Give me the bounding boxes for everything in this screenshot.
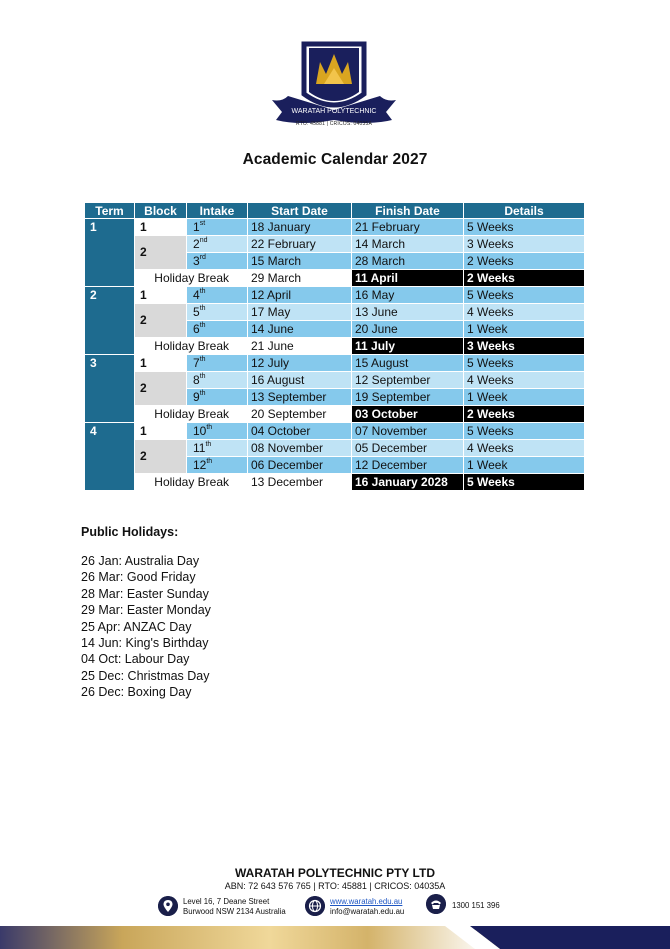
holiday-finish-date: 03 October: [352, 406, 464, 423]
intake-number: 12: [193, 457, 207, 472]
intake-number: 2: [193, 236, 200, 251]
finish-date-cell: 28 March: [352, 253, 464, 270]
start-date-cell: 18 January: [248, 219, 352, 236]
waratah-logo: [268, 40, 400, 132]
intake-ordinal-suffix: nd: [199, 236, 208, 244]
start-date-cell: 22 February: [248, 236, 352, 253]
holiday-start-date: 29 March: [248, 270, 352, 287]
table-row: [85, 236, 585, 253]
start-date-cell: 04 October: [248, 423, 352, 440]
holiday-details: 3 Weeks: [464, 338, 585, 355]
intake-number: 5: [193, 304, 200, 319]
details-cell: 3 Weeks: [464, 236, 585, 253]
intake-number: 7: [193, 355, 200, 370]
start-date-cell: 12 July: [248, 355, 352, 372]
block-cell: 2: [135, 304, 187, 338]
public-holidays-title: Public Holidays:: [81, 525, 179, 539]
start-date-cell: 17 May: [248, 304, 352, 321]
finish-date-cell: 12 December: [352, 457, 464, 474]
intake-cell: [187, 440, 248, 457]
intake-cell: [187, 389, 248, 406]
footer-address: [183, 897, 286, 917]
table-row: [85, 372, 585, 389]
table-header-row: [85, 203, 585, 219]
intake-ordinal-suffix: th: [199, 355, 206, 363]
footer-registration: ABN: 72 643 576 765 | RTO: 45881 | CRICOS: 04035A: [224, 881, 446, 891]
holiday-finish-date: 16 January 2028: [352, 474, 464, 491]
table-row: [85, 219, 585, 236]
finish-date-cell: 13 June: [352, 304, 464, 321]
intake-number: 3: [193, 253, 200, 268]
intake-cell: [187, 372, 248, 389]
footer-email-link[interactable]: info@waratah.edu.au: [330, 907, 405, 916]
table-row: [85, 287, 585, 304]
holiday-details: 5 Weeks: [464, 474, 585, 491]
intake-number: 11: [193, 440, 206, 455]
academic-calendar-table: [84, 203, 585, 491]
block-cell: 2: [135, 372, 187, 406]
intake-cell: [187, 355, 248, 372]
intake-ordinal-suffix: th: [206, 457, 213, 465]
intake-cell: [187, 423, 248, 440]
block-cell: 1: [135, 219, 187, 236]
intake-cell: [187, 287, 248, 304]
details-cell: 1 Week: [464, 321, 585, 338]
holiday-break-label: Holiday Break: [135, 474, 248, 491]
details-cell: 1 Week: [464, 457, 585, 474]
finish-date-cell: 12 September: [352, 372, 464, 389]
block-cell: 2: [135, 236, 187, 270]
holiday-start-date: 20 September: [248, 406, 352, 423]
header-intake: Intake: [187, 203, 248, 219]
block-cell: 1: [135, 355, 187, 372]
holiday-item: 26 Dec: Boxing Day: [81, 685, 192, 700]
holiday-break-row: [85, 270, 585, 287]
finish-date-cell: 05 December: [352, 440, 464, 457]
footer-decorative-bar: [0, 926, 670, 949]
intake-number: 6: [193, 321, 200, 336]
holiday-finish-date: 11 April: [352, 270, 464, 287]
start-date-cell: 08 November: [248, 440, 352, 457]
intake-number: 9: [193, 389, 200, 404]
block-cell: 2: [135, 440, 187, 474]
finish-date-cell: 07 November: [352, 423, 464, 440]
intake-cell: [187, 457, 248, 474]
intake-number: 10: [193, 423, 207, 438]
details-cell: 5 Weeks: [464, 423, 585, 440]
header-term: Term: [85, 203, 135, 219]
block-cell: 1: [135, 287, 187, 304]
footer-website-link[interactable]: www.waratah.edu.au: [330, 897, 403, 906]
finish-date-cell: 16 May: [352, 287, 464, 304]
term-cell: 2: [85, 287, 135, 355]
intake-cell: [187, 321, 248, 338]
public-holidays-list: [81, 553, 211, 701]
holiday-details: 2 Weeks: [464, 406, 585, 423]
holiday-break-label: Holiday Break: [135, 270, 248, 287]
intake-ordinal-suffix: th: [199, 389, 206, 397]
holiday-item: 14 Jun: King's Birthday: [81, 636, 209, 651]
holiday-item: 04 Oct: Labour Day: [81, 652, 190, 667]
footer-web: [330, 897, 404, 917]
holiday-break-row: [85, 474, 585, 491]
intake-ordinal-suffix: th: [199, 304, 206, 312]
details-cell: 2 Weeks: [464, 253, 585, 270]
table-row: [85, 355, 585, 372]
holiday-details: 2 Weeks: [464, 270, 585, 287]
finish-date-cell: 14 March: [352, 236, 464, 253]
intake-cell: [187, 236, 248, 253]
term-cell: 3: [85, 355, 135, 423]
intake-cell: [187, 219, 248, 236]
intake-ordinal-suffix: rd: [199, 253, 206, 261]
logo-banner-text: WARATAH POLYTECHNIC: [291, 108, 377, 115]
holiday-start-date: 21 June: [248, 338, 352, 355]
footer-address-line1: Level 16, 7 Deane Street: [183, 897, 270, 906]
intake-number: 4: [193, 287, 200, 302]
footer-address-line2: Burwood NSW 2134 Australia: [183, 907, 286, 916]
details-cell: 1 Week: [464, 389, 585, 406]
details-cell: 5 Weeks: [464, 219, 585, 236]
footer-company-name: WARATAH POLYTECHNIC PTY LTD: [234, 866, 435, 880]
header-start-date: Start Date: [248, 203, 352, 219]
finish-date-cell: 21 February: [352, 219, 464, 236]
details-cell: 4 Weeks: [464, 440, 585, 457]
intake-cell: [187, 304, 248, 321]
logo-rto-text: RTO: 45881 | CRICOS: 04035A: [296, 121, 372, 127]
holiday-item: 26 Jan: Australia Day: [81, 554, 200, 568]
globe-icon: [305, 896, 325, 916]
finish-date-cell: 15 August: [352, 355, 464, 372]
holiday-start-date: 13 December: [248, 474, 352, 491]
header-block: Block: [135, 203, 187, 219]
calendar-body: [85, 219, 585, 491]
start-date-cell: 14 June: [248, 321, 352, 338]
phone-icon: [426, 894, 446, 914]
intake-ordinal-suffix: th: [199, 372, 206, 380]
term-cell: 1: [85, 219, 135, 287]
holiday-break-row: [85, 338, 585, 355]
location-icon: [158, 896, 178, 916]
intake-number: 8: [193, 372, 200, 387]
holiday-item: 25 Apr: ANZAC Day: [81, 619, 192, 634]
table-row: [85, 423, 585, 440]
header-details: Details: [464, 203, 585, 219]
details-cell: 5 Weeks: [464, 287, 585, 304]
intake-ordinal-suffix: th: [199, 287, 206, 295]
intake-ordinal-suffix: st: [199, 219, 206, 227]
page-title: Academic Calendar 2027: [242, 151, 428, 168]
holiday-break-label: Holiday Break: [135, 338, 248, 355]
intake-ordinal-suffix: th: [206, 423, 213, 431]
term-cell: 4: [85, 423, 135, 491]
start-date-cell: 13 September: [248, 389, 352, 406]
block-cell: 1: [135, 423, 187, 440]
footer-phone: 1300 151 396: [452, 901, 500, 910]
holiday-item: 28 Mar: Easter Sunday: [81, 586, 209, 601]
finish-date-cell: 20 June: [352, 321, 464, 338]
table-row: [85, 304, 585, 321]
holiday-break-row: [85, 406, 585, 423]
header-finish-date: Finish Date: [352, 203, 464, 219]
details-cell: 5 Weeks: [464, 355, 585, 372]
start-date-cell: 12 April: [248, 287, 352, 304]
start-date-cell: 06 December: [248, 457, 352, 474]
holiday-item: 26 Mar: Good Friday: [81, 570, 196, 585]
finish-date-cell: 19 September: [352, 389, 464, 406]
holiday-item: 29 Mar: Easter Monday: [81, 603, 211, 618]
table-row: [85, 440, 585, 457]
intake-ordinal-suffix: th: [205, 440, 212, 448]
details-cell: 4 Weeks: [464, 372, 585, 389]
holiday-finish-date: 11 July: [352, 338, 464, 355]
intake-ordinal-suffix: th: [199, 321, 206, 329]
holiday-item: 25 Dec: Christmas Day: [81, 668, 210, 683]
details-cell: 4 Weeks: [464, 304, 585, 321]
start-date-cell: 15 March: [248, 253, 352, 270]
holiday-break-label: Holiday Break: [135, 406, 248, 423]
start-date-cell: 16 August: [248, 372, 352, 389]
intake-number: 1: [193, 219, 200, 234]
intake-cell: [187, 253, 248, 270]
